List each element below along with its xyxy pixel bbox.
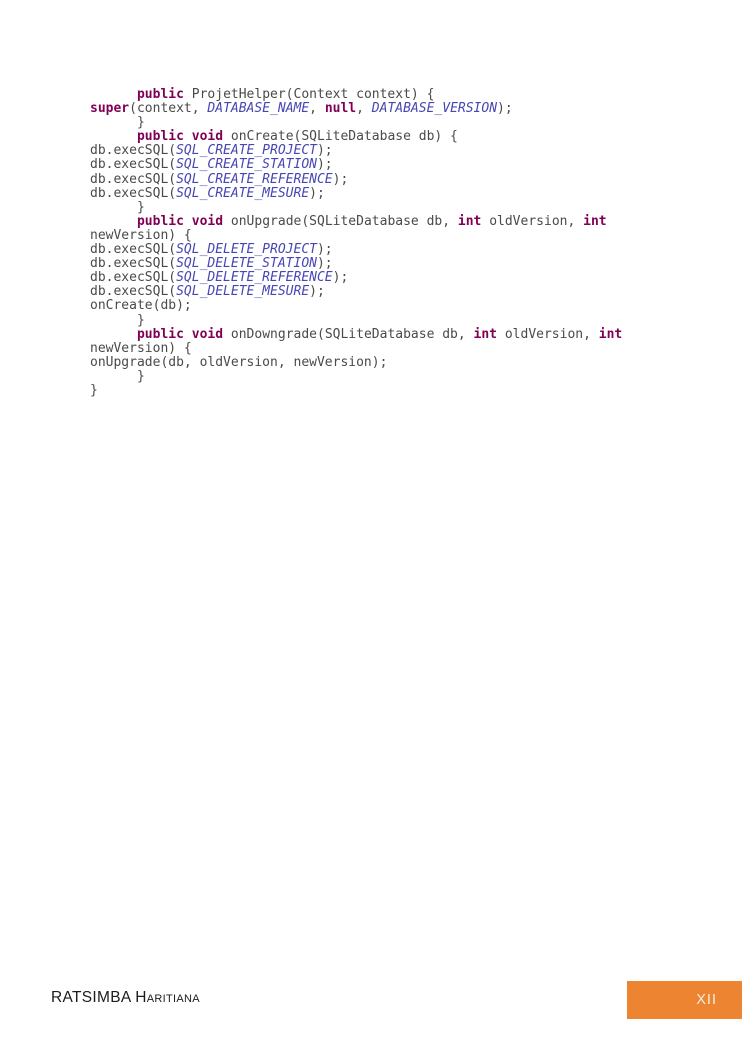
code-block [90,88,622,398]
code-line [90,328,622,342]
code-token: db.execSQL( [90,171,177,187]
code-token: onDowngrade(SQLiteDatabase db, [223,326,474,342]
code-token: } [90,115,145,131]
code-token: SQL_CREATE_STATION [176,157,317,173]
code-line [90,285,622,299]
code-line [90,356,622,370]
code-token: oldVersion, [497,326,599,342]
code-line [90,201,622,215]
code-token: ); [497,101,513,117]
code-token: db.execSQL( [90,157,177,173]
code-line [90,215,622,229]
code-token: void [191,326,224,342]
code-token: SQL_CREATE_REFERENCE [176,171,333,187]
code-line [90,173,622,187]
code-token: SQL_DELETE_STATION [176,256,317,272]
footer-author-firstname: Haritiana [135,989,200,1006]
code-token: db.execSQL( [90,242,177,258]
code-token: db.execSQL( [90,284,177,300]
code-token: int [473,326,498,342]
code-line [90,314,622,328]
code-line [90,116,622,130]
code-line [90,299,622,313]
code-line [90,257,622,271]
code-token: super [90,101,130,117]
code-token: ); [332,270,349,286]
code-line [90,271,622,285]
code-token: db.execSQL( [90,185,177,201]
code-line [90,342,622,356]
code-token: SQL_DELETE_PROJECT [176,242,317,258]
page-number: XII [696,992,717,1008]
code-line [90,88,622,102]
code-token: SQL_DELETE_MESURE [176,284,310,300]
footer-author [51,989,200,1007]
code-line [90,144,622,158]
code-token: db.execSQL( [90,143,177,159]
footer-author-surname: RATSIMBA [51,989,131,1006]
code-token: } [90,368,145,384]
code-token: ); [309,185,325,201]
code-token [184,214,192,229]
code-token: } [90,312,145,328]
code-token: db.execSQL( [90,256,177,272]
code-token [184,327,192,342]
code-token: int [598,326,623,342]
code-token: oldVersion, [481,213,584,229]
code-token: SQL_DELETE_REFERENCE [176,270,333,286]
code-token: ); [316,157,333,173]
code-token: ); [309,284,325,300]
code-token: newVersion) { [90,227,192,243]
code-line [90,130,622,144]
code-token: onCreate(db); [90,298,192,314]
code-token: onUpgrade(db, oldVersion, newVersion); [90,354,388,370]
code-token: DATABASE_NAME [207,101,310,117]
code-token: db.execSQL( [90,270,177,286]
code-token [90,129,137,144]
code-token: public [136,129,184,145]
code-line [90,384,622,398]
code-token: , [309,101,325,117]
code-token: } [90,199,145,215]
code-token: DATABASE_VERSION [371,101,498,117]
code-token: } [90,382,98,398]
code-token: SQL_CREATE_PROJECT [176,143,317,159]
page-number-box [627,981,742,1019]
code-token [90,214,137,229]
code-line [90,187,622,201]
code-token: ); [332,171,349,187]
code-token: ); [316,256,333,272]
code-line [90,243,622,257]
code-line [90,102,622,116]
code-token: int [583,213,607,229]
code-token: null [324,101,357,117]
code-token: public [136,87,184,102]
code-token [184,129,192,144]
code-line [90,229,622,243]
code-line [90,158,622,172]
code-token: int [457,213,482,229]
code-token: onCreate(SQLiteDatabase db) { [223,129,458,145]
code-token: public [136,213,184,229]
code-token: (context, [129,101,208,117]
code-token: , [356,101,372,117]
code-token [90,327,137,342]
code-token: ProjetHelper(Context context) { [183,87,435,102]
code-token: SQL_CREATE_MESURE [176,185,310,201]
code-token: onUpgrade(SQLiteDatabase db, [223,213,458,229]
code-token: newVersion) { [90,340,192,356]
code-token: public [136,326,184,342]
code-token [90,87,137,102]
code-token: void [191,129,224,145]
code-token: ); [316,143,333,159]
code-line [90,370,622,384]
code-token: void [191,213,224,229]
code-token: ); [316,242,333,258]
